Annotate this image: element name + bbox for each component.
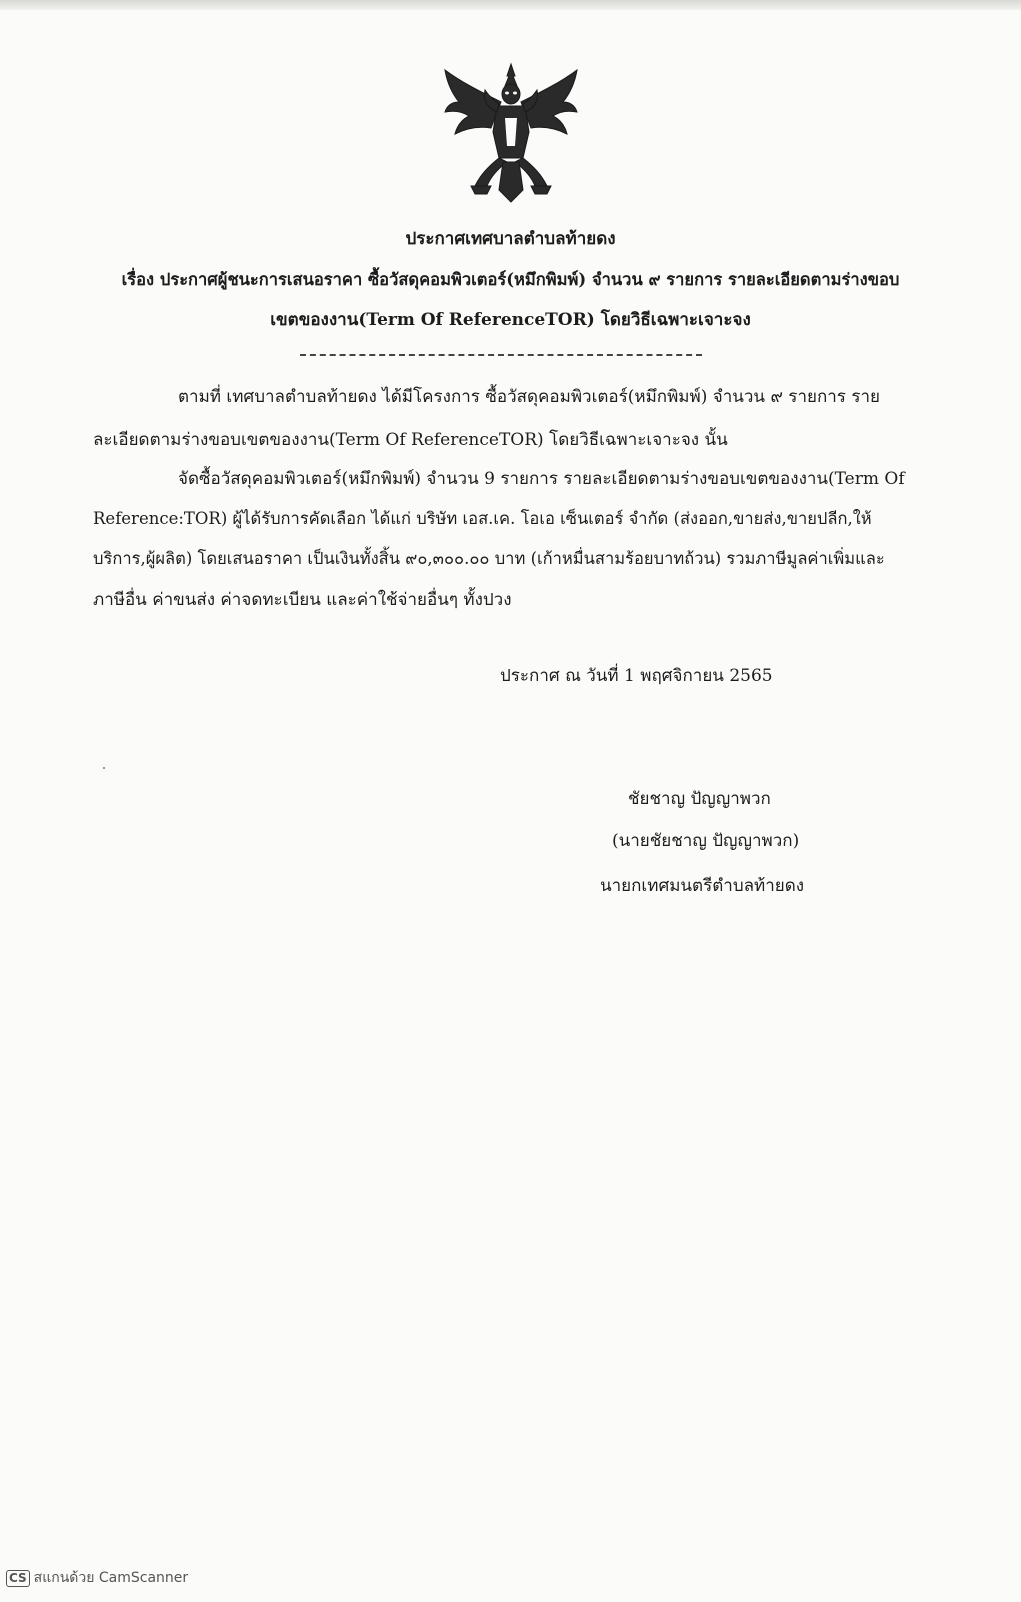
para2-line3: บริการ,ผู้ผลิต) โดยเสนอราคา เป็นเงินทั้งสิ้น ๙๐,๓๐๐.๐๐ บาท (เก้าหมื่นสามร้อยบาทถ้วน) รวมภาษีมูลค่าเพิ่มและ xyxy=(93,549,885,568)
para2-line2: Reference:TOR) ผู้ได้รับการคัดเลือก ได้แก่ บริษัท เอส.เค. โอเอ เซ็นเตอร์ จำกัด (ส่งออก,ขายส่ง,ขายปลีก,ให้ xyxy=(93,509,872,528)
scan-speck xyxy=(103,767,105,769)
office-title: ประกาศเทศบาลตำบลท้ายดง xyxy=(405,229,616,249)
scan-edge-strip xyxy=(0,0,1021,10)
subject-line-2: เขตของงาน(Term Of ReferenceTOR) โดยวิธีเฉพาะเจาะจง xyxy=(270,310,751,330)
camscanner-text: สแกนด้วย CamScanner xyxy=(33,1570,189,1586)
camscanner-watermark xyxy=(6,1567,188,1589)
para2-line1: จัดซื้อวัสดุคอมพิวเตอร์(หมึกพิมพ์) จำนวน 9 รายการ รายละเอียดตามร่างขอบเขตของงาน(Term Of xyxy=(178,469,905,489)
subject-line-1: เรื่อง ประกาศผู้ชนะการเสนอราคา ซื้อวัสดุคอมพิวเตอร์(หมึกพิมพ์) จำนวน ๙ รายการ รายละเอียดตามร่างขอบ xyxy=(121,270,900,289)
header-divider xyxy=(300,354,702,356)
para1-line2: ละเอียดตามร่างขอบเขตของงาน(Term Of ReferenceTOR) โดยวิธีเฉพาะเจาะจง นั้น xyxy=(93,430,728,450)
announce-date: ประกาศ ณ วันที่ 1 พฤศจิกายน 2565 xyxy=(500,666,773,686)
signer-position: นายกเทศมนตรีตำบลท้ายดง xyxy=(600,876,805,896)
para1-line1: ตามที่ เทศบาลตำบลท้ายดง ได้มีโครงการ ซื้อวัสดุคอมพิวเตอร์(หมึกพิมพ์) จำนวน ๙ รายการ ราย xyxy=(178,387,880,407)
camscanner-logo-icon: CS xyxy=(6,1570,30,1587)
signer-full-name: (นายชัยชาญ ปัญญาพวก) xyxy=(612,831,800,851)
para2-line4: ภาษีอื่น ค่าขนส่ง ค่าจดทะเบียน และค่าใช้จ่ายอื่นๆ ทั้งปวง xyxy=(93,590,512,610)
signature-name: ชัยชาญ ปัญญาพวก xyxy=(628,789,771,809)
garuda-emblem-icon xyxy=(441,62,581,210)
